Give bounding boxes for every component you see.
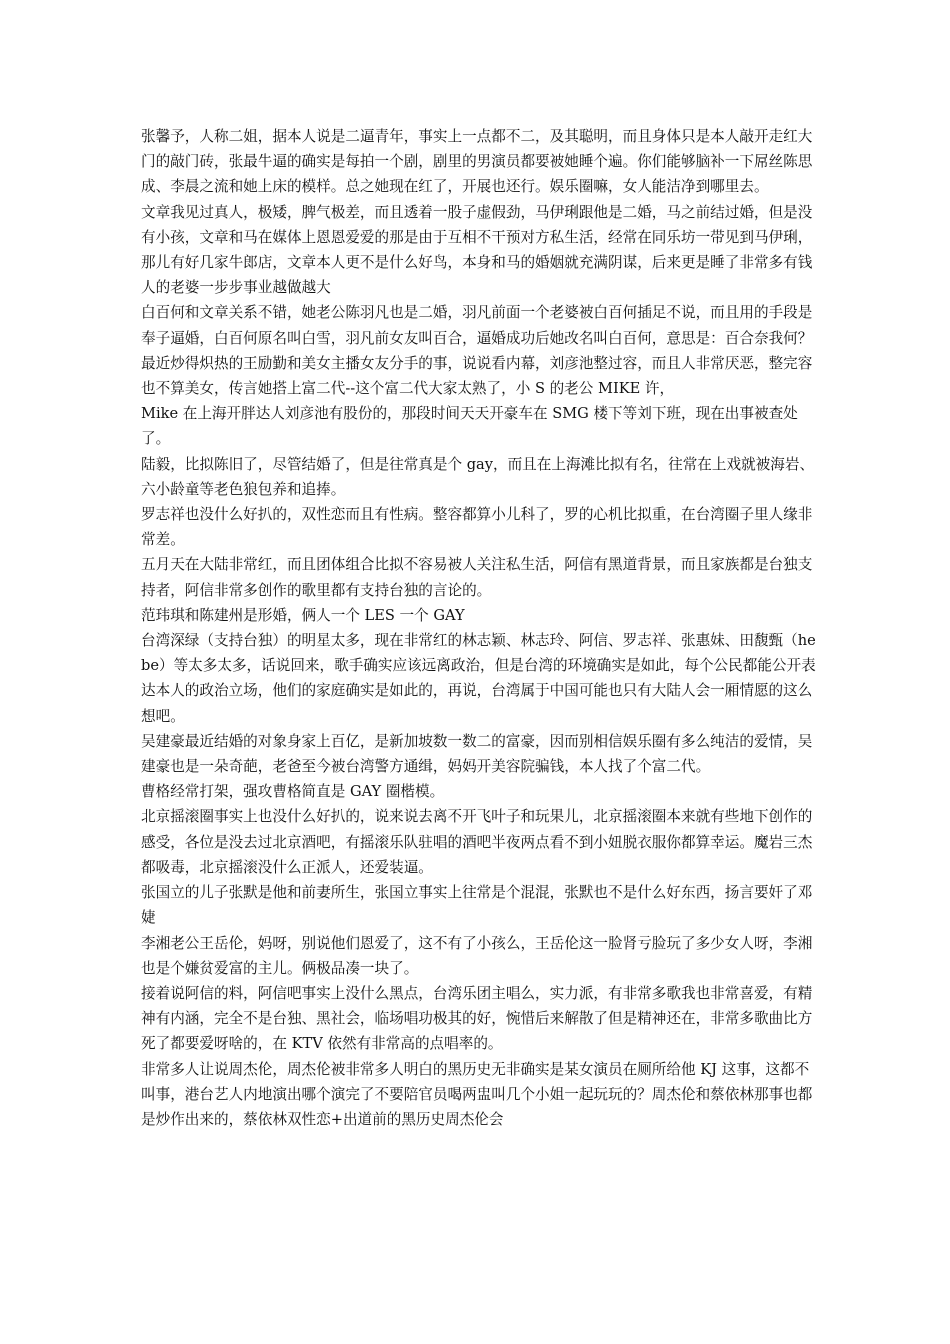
paragraph-li-xiang: 李湘老公王岳伦，妈呀，别说他们恩爱了，这不有了小孩么，王岳伦这一脸肾亏脸玩了多少女人呀，李湘也是个嫌贫爱富的主儿。俩极品凑一块了。 xyxy=(141,934,813,977)
paragraph-lu-yi: 陆毅，比拟陈旧了，尽管结婚了，但是往常真是个 gay，而且在上海滩比拟有名，往常在上戏就被海岩、六小龄童等老色狼包养和追捧。 xyxy=(141,455,815,498)
paragraph-bai-baihe: 白百何和文章关系不错，她老公陈羽凡也是二婚，羽凡前面一个老婆被白百何插足不说，而且用的手段是奉子逼婚，白百何原名叫白雪，羽凡前女友叫百合，逼婚成功后她改名叫白百何，意思是：百合奈我何？ xyxy=(141,304,813,347)
paragraph-zhang-guoli: 张国立的儿子张默是他和前妻所生，张国立事实上往常是个混混，张默也不是什么好东西，扬言要奸了邓婕 xyxy=(141,884,813,927)
paragraph-mayday: 五月天在大陆非常红，而且团体组合比拟不容易被人关注私生活，阿信有黑道背景，而且家族都是台独支持者，阿信非常多创作的歌里都有支持台独的言论的。 xyxy=(141,556,813,599)
paragraph-a-xin: 接着说阿信的料，阿信吧事实上没什么黑点，台湾乐团主唱么，实力派，有非常多歌我也非常喜爱，有精神有内涵，完全不是台独、黑社会，临场唱功极其的好，惋惜后来解散了但是精神还在，非常多歌曲比方死了都要爱呀啥的，在 KTV 依然有非常高的点唱率的。 xyxy=(141,984,813,1053)
paragraph-zhang-xinyu: 张馨予，人称二姐，据本人说是二逼青年，事实上一点都不二，及其聪明，而且身体只是本人敲开走红大门的敲门砖，张最牛逼的确实是每拍一个剧，剧里的男演员都要被她睡个遍。你们能够脑补一下屌丝陈思成、李晨之流和她上床的模样。总之她现在红了，开展也还行。娱乐圈嘛，女人能洁净到哪里去。 xyxy=(141,128,813,196)
paragraph-taiwan-stars: 台湾深绿（支持台独）的明星太多，现在非常红的林志颖、林志玲、阿信、罗志祥、张惠妹、田馥甄（hebe）等太多太多，话说回来，歌手确实应该远离政治，但是台湾的环境确实是如此，每个公民都能公开表达本人的政治立场，他们的家庭确实是如此的，再说，台湾属于中国可能也只有大陆人会一厢情愿的这么想吧。 xyxy=(141,632,816,725)
paragraph-jay-chou: 非常多人让说周杰伦，周杰伦被非常多人明白的黑历史无非确实是某女演员在厕所给他 KJ 这事，这都不叫事，港台艺人内地演出哪个演完了不要陪官员喝两盅叫几个小姐一起玩玩的？周杰伦和蔡依林那事也都是炒作出来的，蔡依林双性恋+出道前的黑历史周杰伦会 xyxy=(141,1060,813,1128)
paragraph-cao-ge: 曹格经常打架，强攻曹格简直是 GAY 圈楷模。 xyxy=(141,783,445,801)
paragraph-luo-zhixiang: 罗志祥也没什么好扒的，双性恋而且有性病。整容都算小儿科了，罗的心机比拟重，在台湾圈子里人缘非常差。 xyxy=(141,506,813,549)
paragraph-fan-weiqi: 范玮琪和陈建州是形婚，俩人一个 LES 一个 GAY xyxy=(141,606,465,624)
paragraph-wang-liqin: 最近炒得炽热的王励勤和美女主播女友分手的事，说说看内幕，刘彦池整过容，而且人非常厌恶，整完容也不算美女，传言她搭上富二代--这个富二代大家太熟了，小 S 的老公 MIKE 许， xyxy=(141,354,813,398)
paragraph-wu-jianhao: 吴建豪最近结婚的对象身家上百亿，是新加坡数一数二的富豪，因而别相信娱乐圈有多么纯洁的爱情，吴建豪也是一朵奇葩，老爸至今被台湾警方通缉，妈妈开美容院骗钱，本人找了个富二代。 xyxy=(141,732,813,776)
paragraph-mike: Mike 在上海开胖达人刘彦池有股份的，那段时间天天开豪车在 SMG 楼下等刘下班，现在出事被查处了。 xyxy=(141,405,798,448)
paragraph-wen-zhang: 文章我见过真人，极矮，脾气极差，而且透着一股子虚假劲，马伊琍跟他是二婚，马之前结过婚，但是没有小孩，文章和马在媒体上恩恩爱爱的那是由于互相不干预对方私生活，经常在同乐坊一带见到马伊琍，那儿有好几家牛郎店，文章本人更不是什么好鸟，本身和马的婚姻就充满阴谋，后来更是睡了非常多有钱人的老婆一步步事业越做越大 xyxy=(141,203,813,297)
paragraph-beijing-rock: 北京摇滚圈事实上也没什么好扒的，说来说去离不开飞叶子和玩果儿，北京摇滚圈本来就有些地下创作的感受，各位是没去过北京酒吧，有摇滚乐队驻唱的酒吧半夜两点看不到小妞脱衣服你都算幸运。魔岩三杰都吸毒，北京摇滚没什么正派人，还爱装逼。 xyxy=(141,808,813,876)
